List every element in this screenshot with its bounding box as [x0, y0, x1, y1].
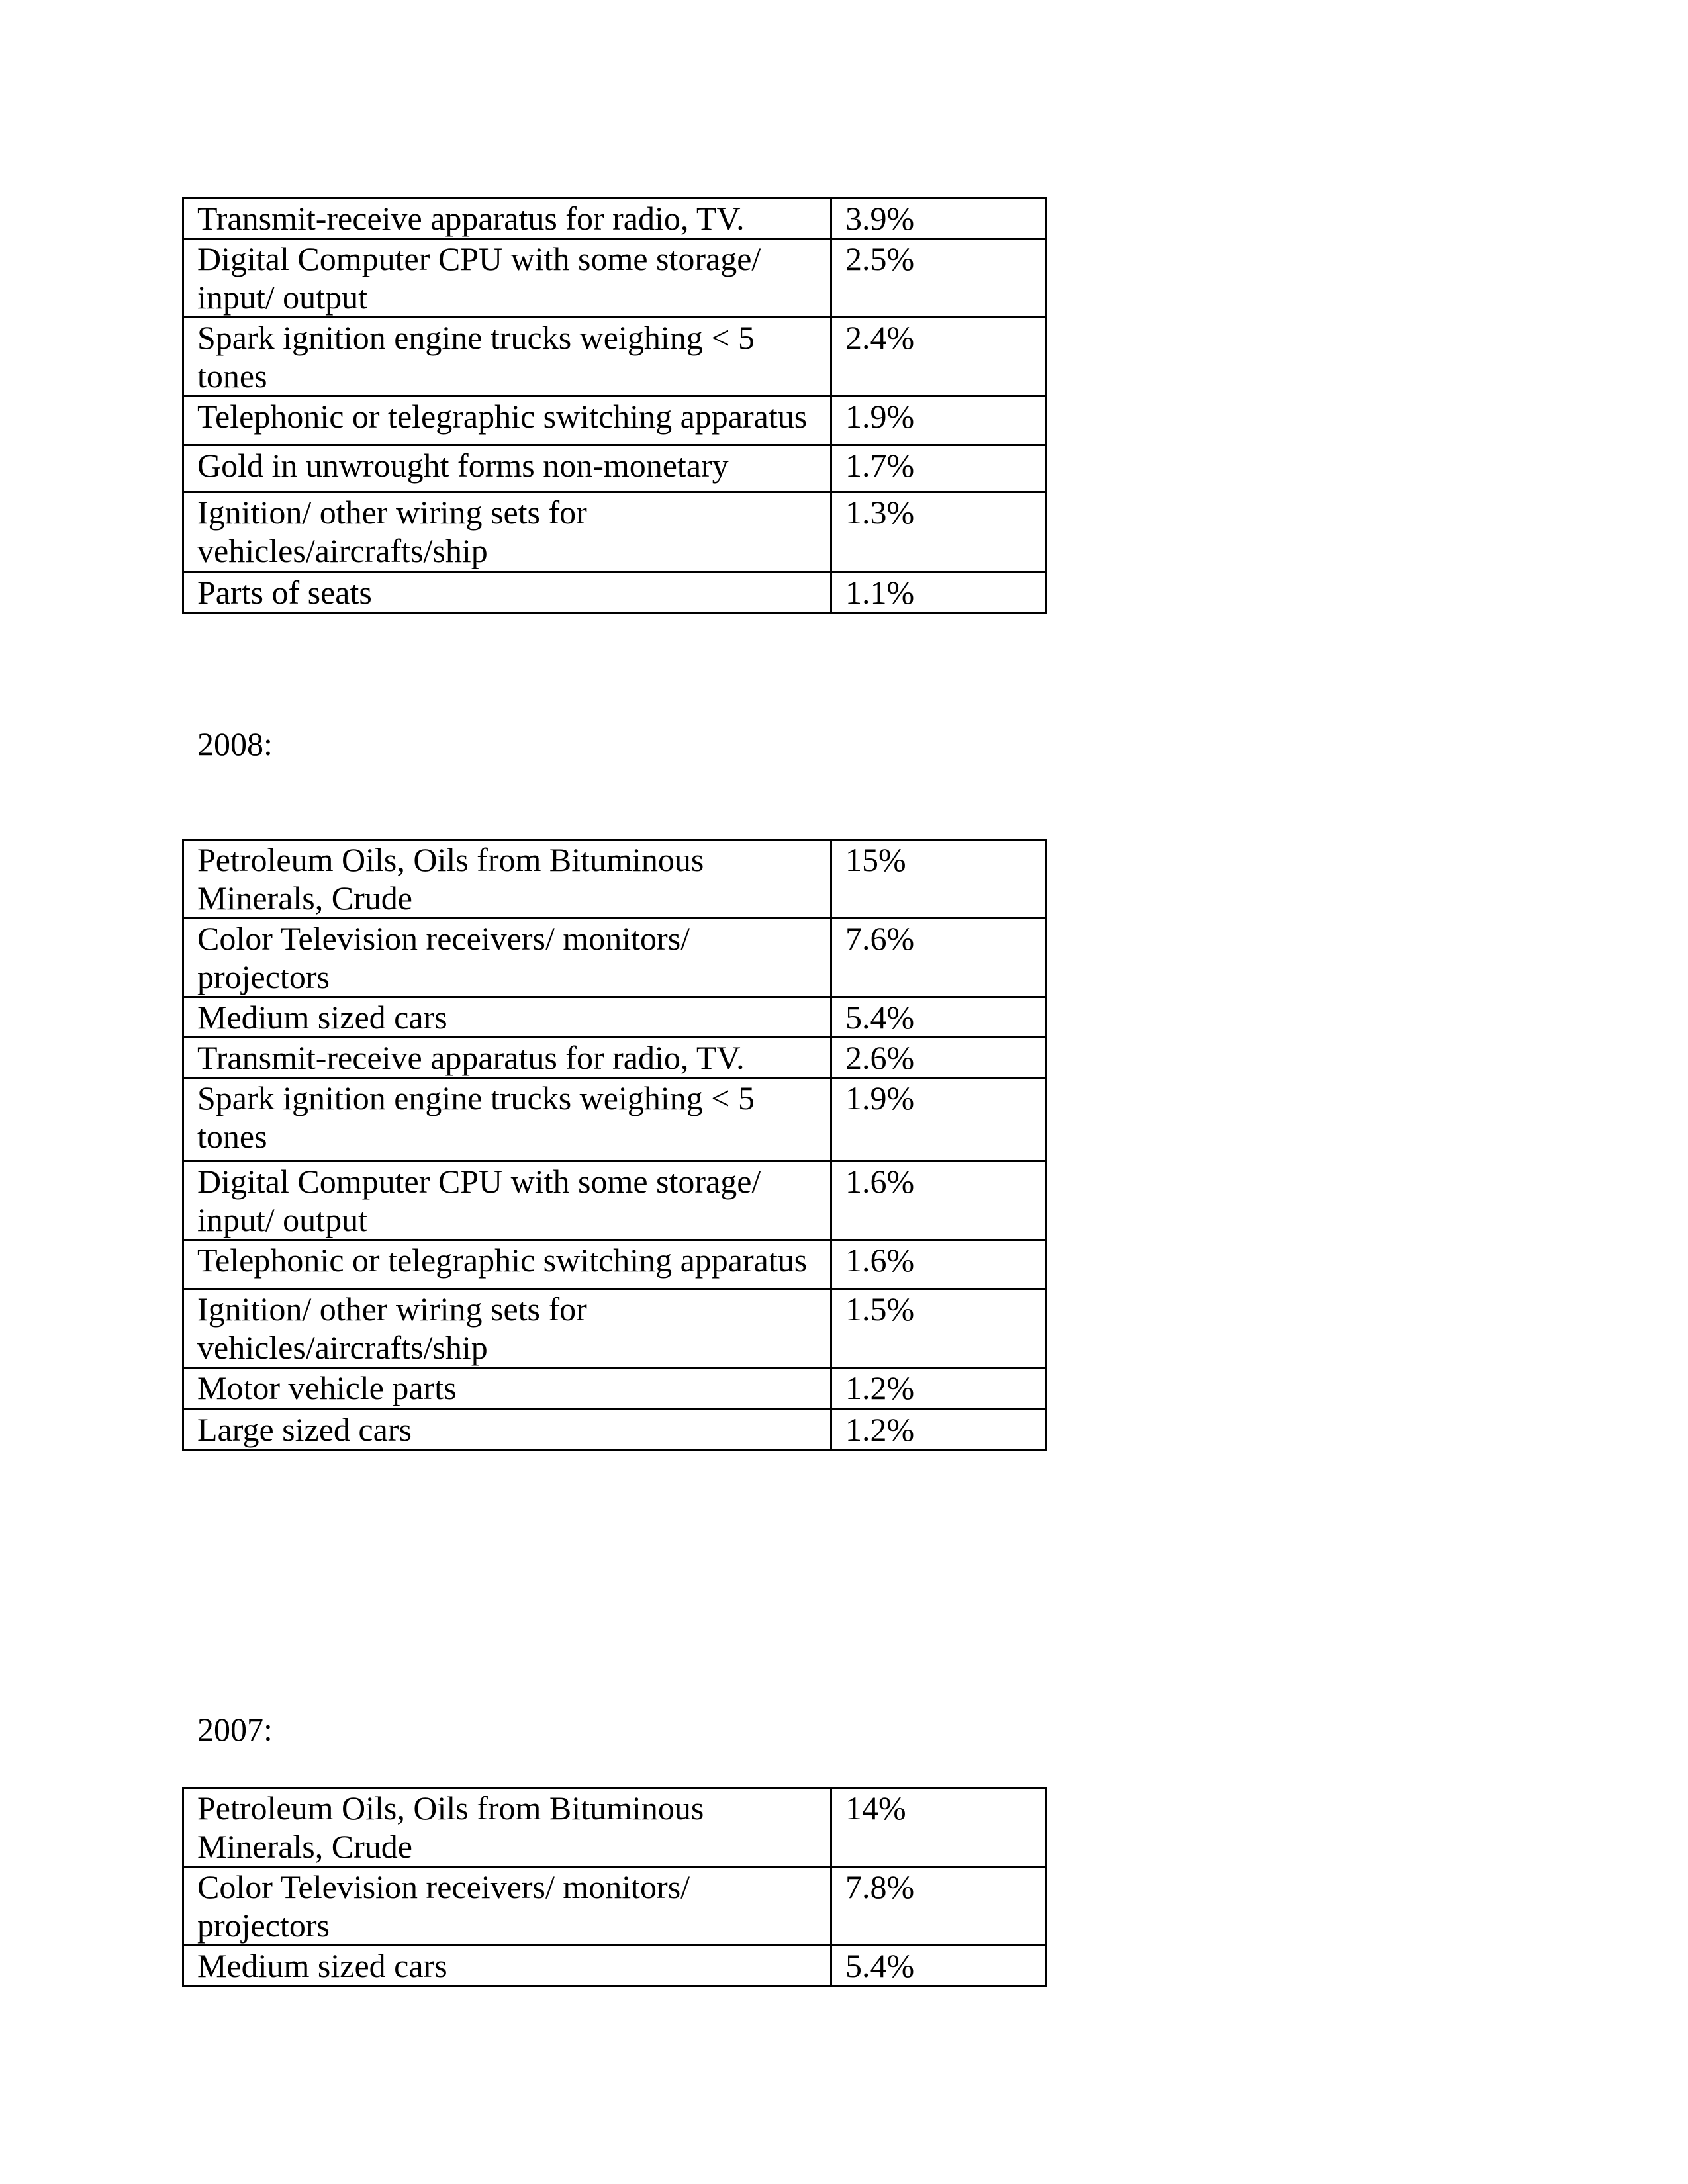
- share-cell: 1.3%: [831, 492, 1047, 572]
- item-cell: Color Television receivers/ monitors/ projectors: [183, 1867, 831, 1946]
- item-cell: Spark ignition engine trucks weighing < 5 tones: [183, 318, 831, 396]
- table-row: [183, 1410, 1047, 1450]
- year-label-2008: 2008:: [197, 725, 273, 762]
- share-cell: 1.6%: [831, 1240, 1047, 1289]
- table-row: [183, 840, 1047, 919]
- item-cell: Telephonic or telegraphic switching apparatus: [183, 396, 831, 445]
- share-cell: 1.6%: [831, 1161, 1047, 1240]
- share-cell: 2.4%: [831, 318, 1047, 396]
- table-row: [183, 318, 1047, 396]
- table-row: [183, 1867, 1047, 1946]
- table-row: [183, 1946, 1047, 1986]
- table-row: [183, 1368, 1047, 1410]
- imports-table-2007: [182, 1787, 1047, 1987]
- share-cell: 1.9%: [831, 396, 1047, 445]
- item-cell: Ignition/ other wiring sets for vehicles/aircrafts/ship: [183, 1289, 831, 1368]
- year-label-2007: 2007:: [197, 1711, 273, 1748]
- share-cell: 3.9%: [831, 199, 1047, 239]
- item-cell: Digital Computer CPU with some storage/ input/ output: [183, 239, 831, 318]
- share-cell: 5.4%: [831, 1946, 1047, 1986]
- item-cell: Gold in unwrought forms non-monetary: [183, 445, 831, 492]
- share-cell: 1.2%: [831, 1368, 1047, 1410]
- share-cell: 2.6%: [831, 1038, 1047, 1078]
- share-cell: 2.5%: [831, 239, 1047, 318]
- item-cell: Parts of seats: [183, 572, 831, 613]
- share-cell: 1.1%: [831, 572, 1047, 613]
- table-row: [183, 572, 1047, 613]
- item-cell: Telephonic or telegraphic switching apparatus: [183, 1240, 831, 1289]
- table-row: [183, 239, 1047, 318]
- table-row: [183, 1038, 1047, 1078]
- table-row: [183, 445, 1047, 492]
- share-cell: 7.8%: [831, 1867, 1047, 1946]
- table-row: [183, 396, 1047, 445]
- item-cell: Transmit-receive apparatus for radio, TV.: [183, 199, 831, 239]
- table-row: [183, 1078, 1047, 1161]
- item-cell: Motor vehicle parts: [183, 1368, 831, 1410]
- share-cell: 7.6%: [831, 919, 1047, 997]
- item-cell: Spark ignition engine trucks weighing < 5 tones: [183, 1078, 831, 1161]
- share-cell: 1.2%: [831, 1410, 1047, 1450]
- item-cell: Petroleum Oils, Oils from Bituminous Minerals, Crude: [183, 1788, 831, 1867]
- imports-table-2008: [182, 839, 1047, 1451]
- share-cell: 5.4%: [831, 997, 1047, 1038]
- share-cell: 1.7%: [831, 445, 1047, 492]
- table-row: [183, 492, 1047, 572]
- imports-table-continued: [182, 197, 1047, 614]
- table-row: [183, 1788, 1047, 1867]
- table-row: [183, 1161, 1047, 1240]
- item-cell: Color Television receivers/ monitors/ projectors: [183, 919, 831, 997]
- item-cell: Transmit-receive apparatus for radio, TV.: [183, 1038, 831, 1078]
- item-cell: Medium sized cars: [183, 997, 831, 1038]
- share-cell: 15%: [831, 840, 1047, 919]
- table-row: [183, 1289, 1047, 1368]
- share-cell: 1.9%: [831, 1078, 1047, 1161]
- item-cell: Ignition/ other wiring sets for vehicles/aircrafts/ship: [183, 492, 831, 572]
- item-cell: Petroleum Oils, Oils from Bituminous Minerals, Crude: [183, 840, 831, 919]
- table-row: [183, 919, 1047, 997]
- item-cell: Large sized cars: [183, 1410, 831, 1450]
- table-row: [183, 1240, 1047, 1289]
- share-cell: 1.5%: [831, 1289, 1047, 1368]
- table-row: [183, 997, 1047, 1038]
- item-cell: Digital Computer CPU with some storage/ input/ output: [183, 1161, 831, 1240]
- item-cell: Medium sized cars: [183, 1946, 831, 1986]
- share-cell: 14%: [831, 1788, 1047, 1867]
- table-row: [183, 199, 1047, 239]
